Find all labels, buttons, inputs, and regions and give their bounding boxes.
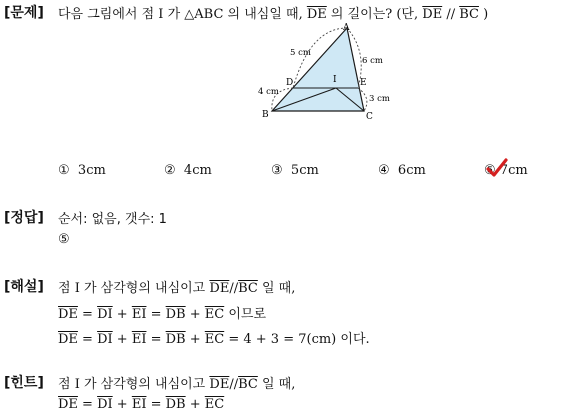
hint-l1-text: 점 I 가 삼각형의 내심이고 <box>58 377 210 392</box>
choice-5-text: 7cm <box>499 163 528 178</box>
exp-l3-ec: $\overline{EC}$ <box>204 332 225 347</box>
explanation-line-1 <box>58 277 295 296</box>
explanation-line-2 <box>58 303 266 322</box>
problem-text-end: ) <box>478 7 489 22</box>
choice-1[interactable] <box>58 163 106 178</box>
answer-line-2: ⑤ <box>58 232 70 247</box>
exp-l2-plus2: + <box>185 307 205 322</box>
problem-text-mid: 의 길이는? (단, <box>326 7 423 22</box>
choice-2-text: 4cm <box>183 163 212 178</box>
exp-l2-tail: 이므로 <box>224 307 267 322</box>
exp-l3-de: $\overline{DE}$ <box>58 332 78 347</box>
segment-de-2: $\overline{DE}$ <box>422 7 443 22</box>
exp-l2-di: $\overline{DI}$ <box>97 307 113 322</box>
choice-5-number: ⑤ <box>484 163 496 178</box>
hint-l2-db: $\overline{DB}$ <box>165 397 186 412</box>
choice-1-number: ① <box>58 163 70 178</box>
exp-l2-eq1: = <box>77 307 98 322</box>
explanation-l1-text: 점 I 가 삼각형의 내심이고 <box>58 281 210 296</box>
explanation-l1-bc: $\overline{BC}$ <box>238 281 258 296</box>
problem-label: [문제] <box>4 5 44 21</box>
explanation-l1-tail: 일 때, <box>257 281 296 296</box>
segment-bc: $\overline{BC}$ <box>459 7 479 22</box>
hint-line-2 <box>58 397 224 412</box>
exp-l3-eq2: = <box>146 332 166 347</box>
choice-3-number: ③ <box>271 163 283 178</box>
problem-text <box>58 3 488 22</box>
exp-l3-ei: $\overline{EI}$ <box>131 332 147 347</box>
point-d-label: D <box>286 78 294 88</box>
length-ec: 3 cm <box>369 94 390 104</box>
exp-l3-db: $\overline{DB}$ <box>165 332 186 347</box>
hint-line-1 <box>58 373 295 392</box>
hint-l2-de: $\overline{DE}$ <box>58 397 78 412</box>
hint-l2-plus2: + <box>185 397 205 412</box>
choice-4-text: 6cm <box>397 163 426 178</box>
exp-l2-ei: $\overline{EI}$ <box>131 307 147 322</box>
exp-l3-plus1: + <box>112 332 132 347</box>
explanation-l1-de: $\overline{DE}$ <box>209 281 230 296</box>
length-ad: 5 cm <box>290 48 311 58</box>
hint-l1-parallel: // <box>229 377 239 392</box>
point-a-label: A <box>343 23 350 33</box>
problem-text-prefix: 다음 그림에서 점 I 가 △ABC 의 내심일 때, <box>58 7 307 22</box>
hint-l2-ec: $\overline{EC}$ <box>204 397 225 412</box>
triangle-figure <box>250 22 400 127</box>
point-b-label: B <box>262 110 269 120</box>
segment-de: $\overline{DE}$ <box>306 7 327 22</box>
explanation-line-3 <box>58 328 370 347</box>
hint-l2-plus1: + <box>112 397 132 412</box>
hint-l2-di: $\overline{DI}$ <box>97 397 113 412</box>
exp-l2-eq2: = <box>146 307 166 322</box>
explanation-label: [해설] <box>4 279 44 295</box>
exp-l2-ec: $\overline{EC}$ <box>204 307 225 322</box>
hint-label: [힌트] <box>4 375 44 391</box>
choice-2-number: ② <box>164 163 176 178</box>
explanation-l1-parallel: // <box>229 281 239 296</box>
choice-3[interactable] <box>271 163 319 178</box>
exp-l2-de: $\overline{DE}$ <box>58 307 78 322</box>
answer-line-1: 순서: 없음, 갯수: 1 <box>58 212 167 227</box>
length-db: 4 cm <box>258 87 279 97</box>
length-ae: 6 cm <box>362 56 383 66</box>
choice-4-number: ④ <box>378 163 390 178</box>
exp-l3-plus2: + <box>185 332 205 347</box>
exp-l3-di: $\overline{DI}$ <box>97 332 113 347</box>
checkmark-icon <box>486 158 508 178</box>
exp-l2-plus1: + <box>112 307 132 322</box>
parallel-symbol: // <box>442 7 460 22</box>
point-c-label: C <box>366 112 373 122</box>
point-i-label: I <box>333 75 337 85</box>
hint-l2-ei: $\overline{EI}$ <box>131 397 147 412</box>
exp-l3-tail: = 4 + 3 = 7(cm) 이다. <box>224 332 370 347</box>
hint-l1-de: $\overline{DE}$ <box>209 377 230 392</box>
hint-l2-eq2: = <box>146 397 166 412</box>
choice-1-text: 3cm <box>77 163 106 178</box>
choice-4[interactable] <box>378 163 426 178</box>
hint-l1-bc: $\overline{BC}$ <box>238 377 258 392</box>
exp-l3-eq1: = <box>77 332 98 347</box>
choice-3-text: 5cm <box>290 163 319 178</box>
hint-l2-eq1: = <box>77 397 98 412</box>
point-e-label: E <box>360 78 367 88</box>
answer-label: [정답] <box>4 210 44 226</box>
choice-2[interactable] <box>164 163 212 178</box>
exp-l2-db: $\overline{DB}$ <box>165 307 186 322</box>
hint-l1-tail: 일 때, <box>257 377 296 392</box>
